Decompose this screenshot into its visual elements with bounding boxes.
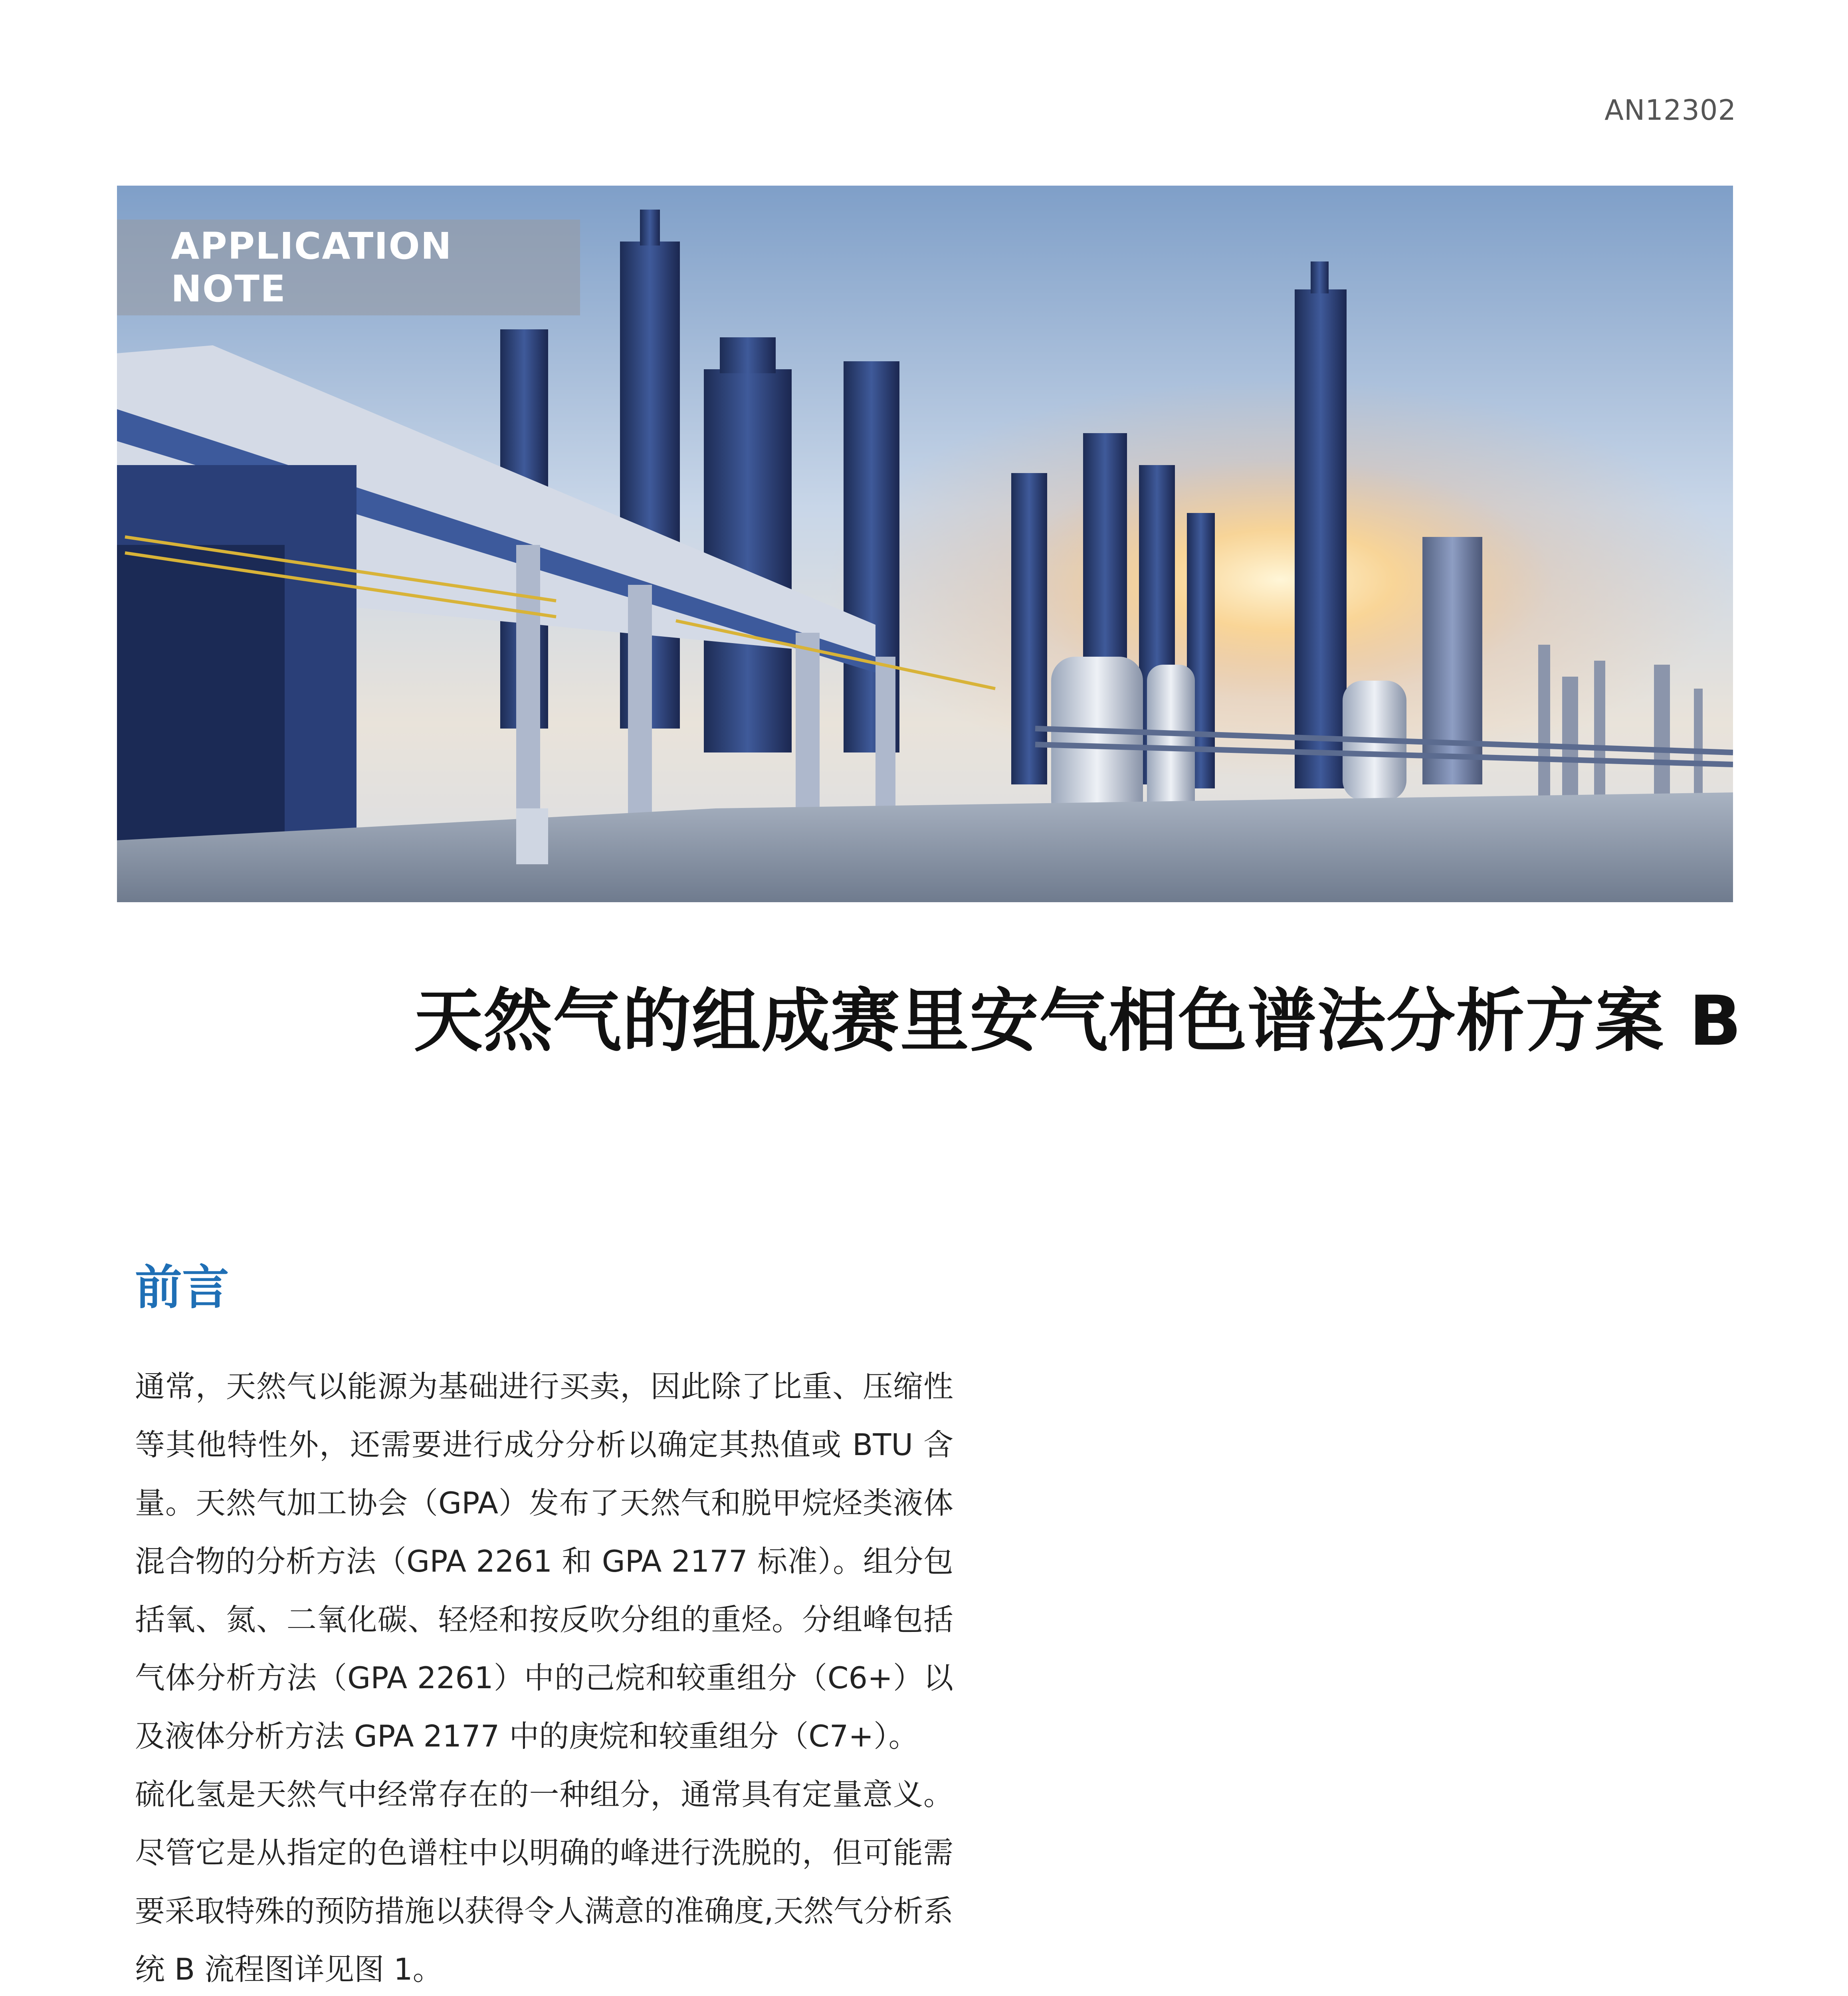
paragraph: 硫化氢是天然气中经常存在的一种组分，通常具有定量意义。尽管它是从指定的色谱柱中以明确的峰进行洗脱的，但可能需要采取特殊的预防措施以获得令人满意的准确度,天然气分析系统 B 流程图详见图 1。 [135, 1777, 953, 1987]
hero-image [117, 186, 1733, 902]
document-code: AN12302 [1604, 94, 1736, 127]
intro-text [135, 1357, 953, 1996]
paragraph: 通常，天然气以能源为基础进行买卖，因此除了比重、压缩性等其他特性外，还需要进行成分分析以确定其热值或 BTU 含量。天然气加工协会（GPA）发布了天然气和脱甲烷烃类液体混合物的分析方法（GPA 2261 和 GPA 2177 标准）。组分包括氧、氮、二氧化碳、轻烃和按反吹分组的重烃。分组峰包括气体分析方法（GPA 2261）中的己烷和较重组分（C6+）以及液体分析方法 GPA 2177 中的庚烷和较重组分（C7+）。 [135, 1369, 953, 1754]
page-title: 天然气的组成赛里安气相色谱法分析方案 B [414, 981, 1742, 1061]
section-heading: 前言 [135, 1260, 230, 1315]
application-note-badge: APPLICATION NOTE [117, 220, 580, 315]
